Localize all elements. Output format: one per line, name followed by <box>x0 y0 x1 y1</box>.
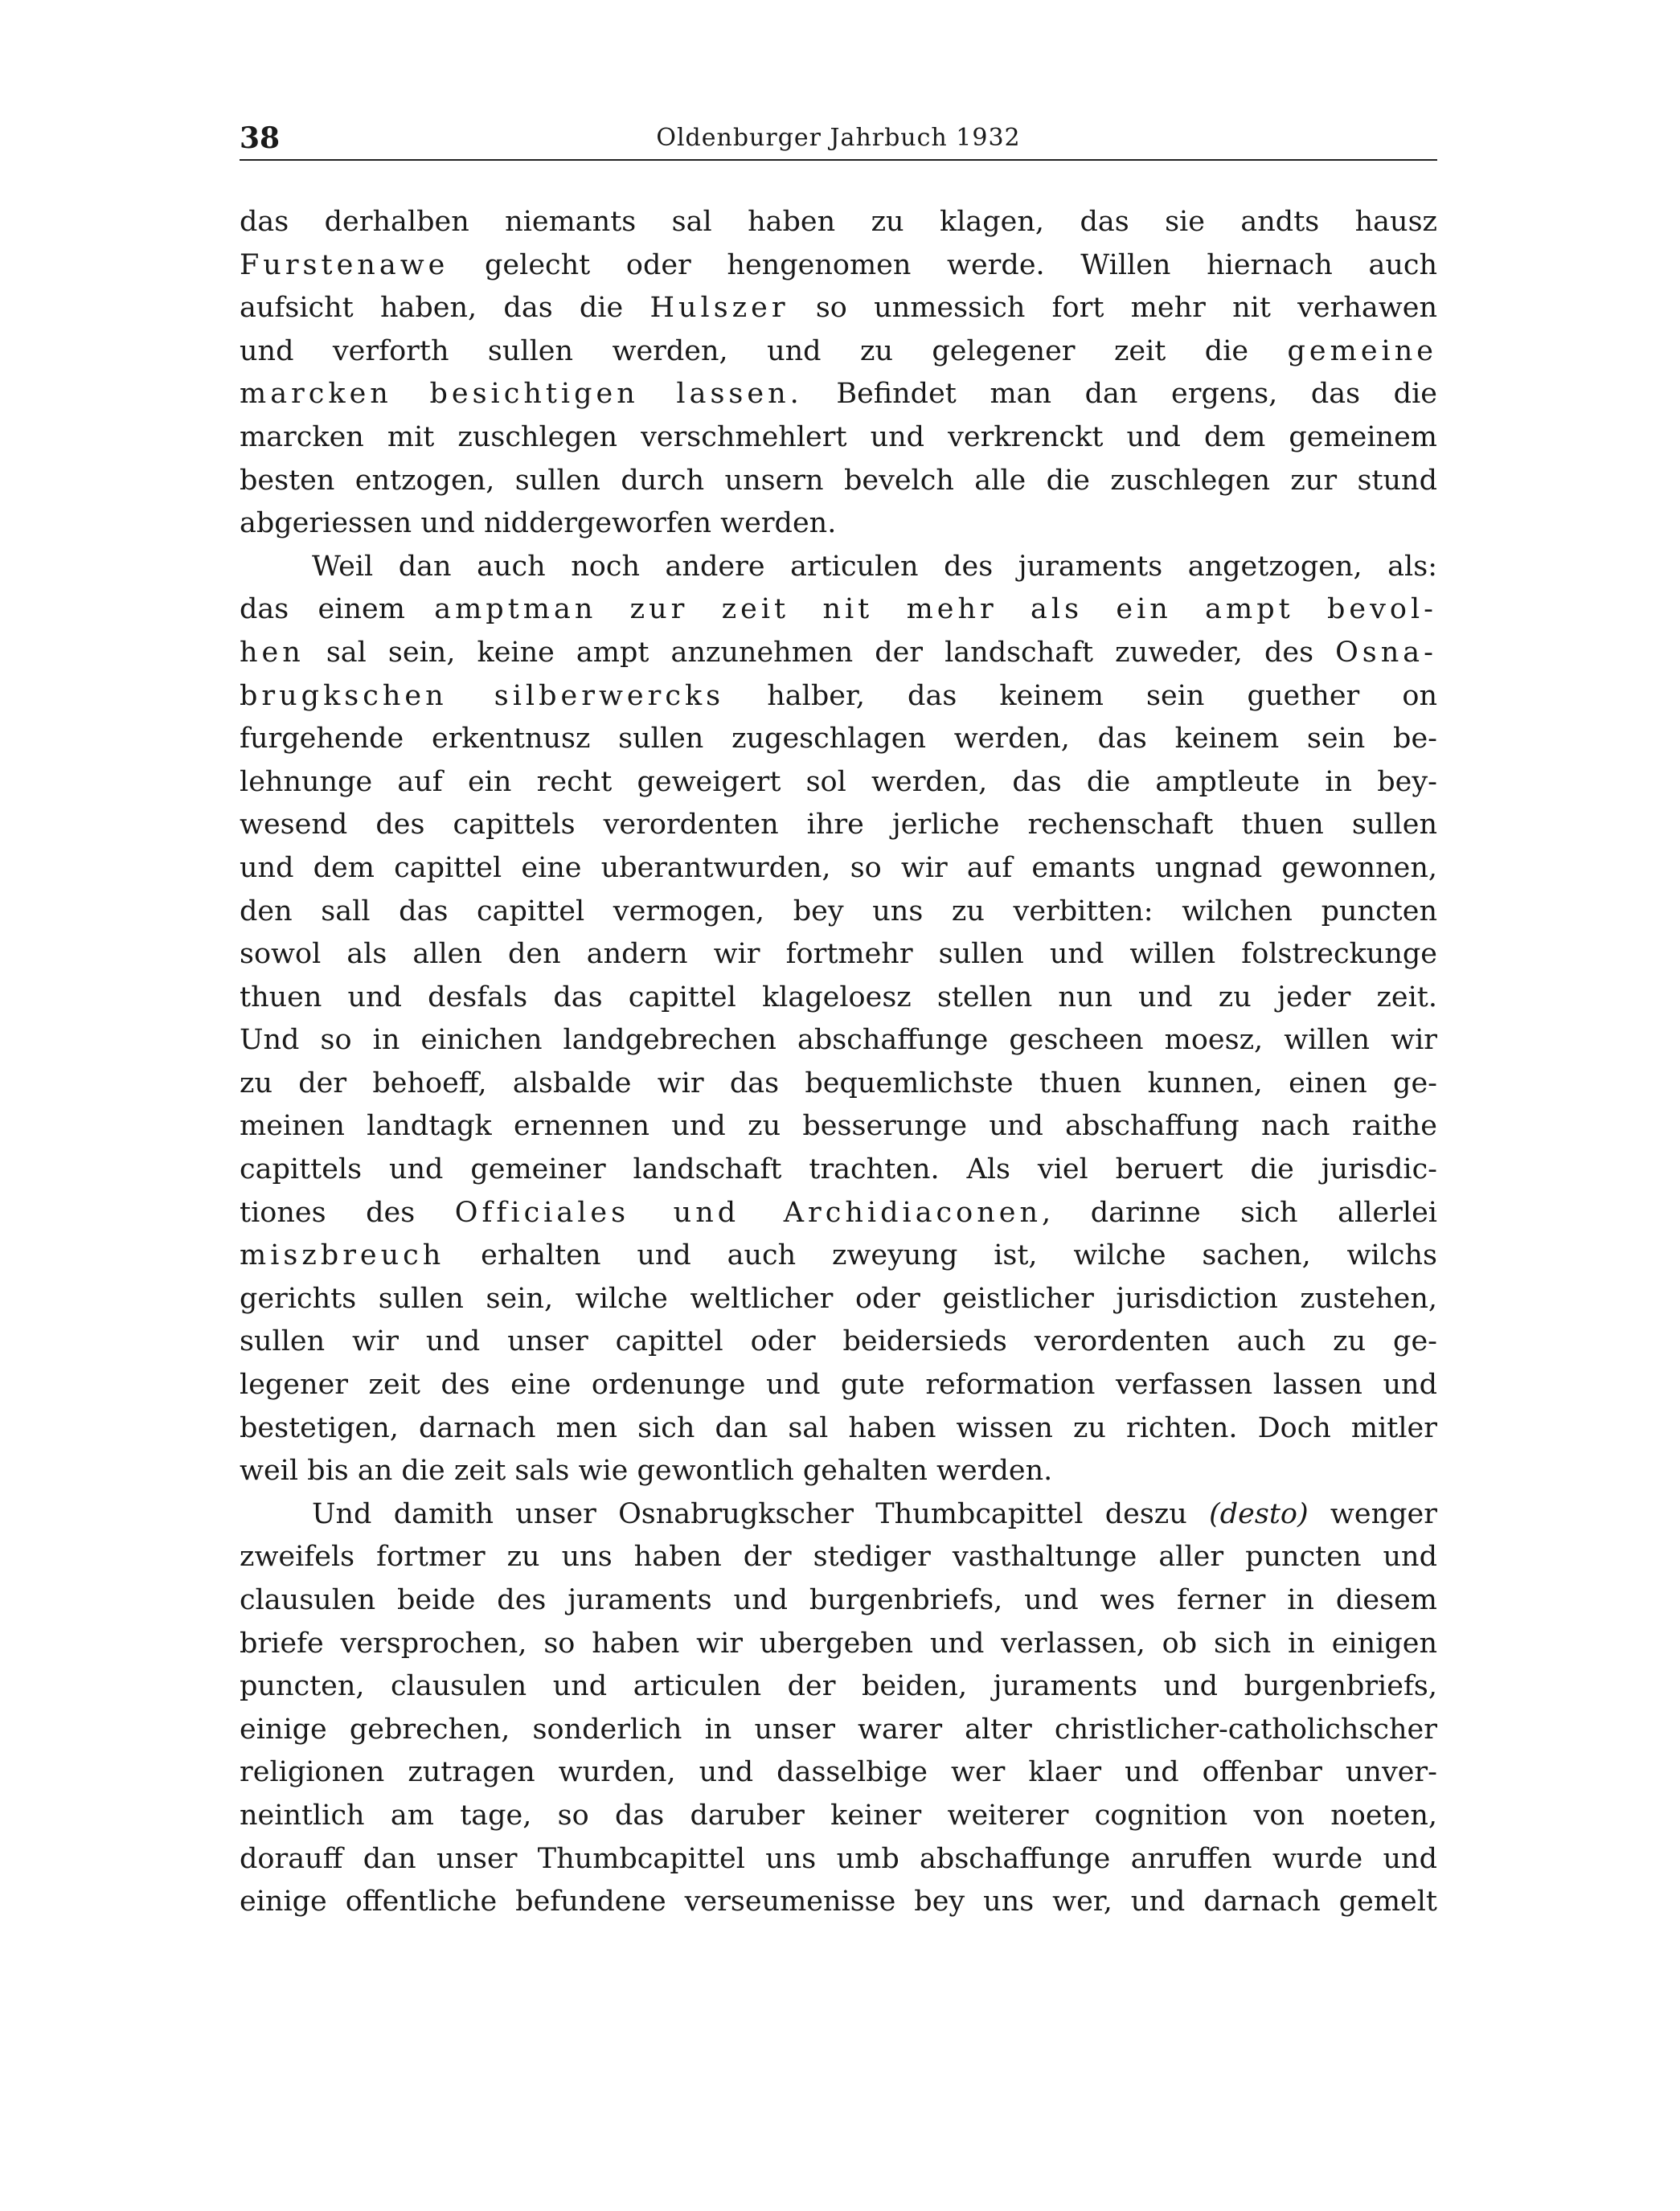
text-line: zu der behoeff, alsbalde wir das bequemlichste thuen kunnen, einen ge- <box>240 1067 1437 1099</box>
text-line: hen sal sein, keine ampt anzunehmen der landschaft zuweder, des Osna- <box>240 636 1437 669</box>
text-line: bestetigen, darnach men sich dan sal haben wissen zu richten. Doch mitler <box>240 1411 1437 1444</box>
text-line: lehnunge auf ein recht geweigert sol werden, das die amptleute in bey- <box>240 765 1437 798</box>
text-line: tiones des Officiales und Archidiaconen, darinne sich allerlei <box>240 1196 1437 1229</box>
text-line: das einem amptman zur zeit nit mehr als ein ampt bevol- <box>240 593 1437 626</box>
text-line: dorauff dan unser Thumbcapittel uns umb abschaffunge anruffen wurde und <box>240 1842 1437 1875</box>
text-line: gerichts sullen sein, wilche weltlicher oder geistlicher jurisdiction zustehen, <box>240 1282 1437 1315</box>
body-text <box>240 201 1437 1924</box>
text-line: sullen wir und unser capittel oder beidersieds verordenten auch zu ge- <box>240 1325 1437 1358</box>
page-number: 38 <box>240 121 281 155</box>
page-header <box>240 122 1437 161</box>
text-line: capittels und gemeiner landschaft trachten. Als viel beruert die jurisdic- <box>240 1153 1437 1186</box>
text-line: brugkschen silberwercks halber, das keinem sein guether on <box>240 679 1437 712</box>
text-line: religionen zutragen wurden, und dasselbige wer klaer und offenbar unver- <box>240 1756 1437 1789</box>
text-line: furgehende erkentnusz sullen zugeschlagen werden, das keinem sein be- <box>240 723 1437 755</box>
text-line: meinen landtagk ernennen und zu besserunge und abschaffung nach raithe <box>240 1110 1437 1143</box>
paragraph-start-line: Und damith unser Osnabrugkscher Thumbcapittel deszu (desto) wenger <box>312 1497 1437 1530</box>
text-line: weil bis an die zeit sals wie gewontlich gehalten werden. <box>240 1455 1053 1488</box>
text-line: einige gebrechen, sonderlich in unser warer alter christlicher-catholichscher <box>240 1713 1437 1746</box>
paragraph-start-line: Weil dan auch noch andere articulen des juraments angetzogen, als: <box>312 550 1437 583</box>
text-line: zweifels fortmer zu uns haben der stediger vasthaltunge aller puncten und <box>240 1541 1437 1574</box>
text-line: thuen und desfals das capittel klageloesz stellen nun und zu jeder zeit. <box>240 981 1437 1013</box>
text-line: und dem capittel eine uberantwurden, so wir auf emants ungnad gewonnen, <box>240 851 1437 884</box>
text-line: einige offentliche befundene verseumenisse bey uns wer, und darnach gemelt <box>240 1885 1437 1918</box>
text-line: legener zeit des eine ordenunge und gute reformation verfassen lassen und <box>240 1369 1437 1402</box>
text-line: aufsicht haben, das die Hulszer so unmessich fort mehr nit verhawen <box>240 292 1437 325</box>
text-line: miszbreuch erhalten und auch zweyung ist, wilche sachen, wilchs <box>240 1239 1437 1272</box>
text-line: besten entzogen, sullen durch unsern bevelch alle die zuschlegen zur stund <box>240 464 1437 497</box>
running-title: Oldenburger Jahrbuch 1932 <box>656 124 1021 152</box>
text-line: sowol als allen den andern wir fortmehr sullen und willen folstreckunge <box>240 938 1437 971</box>
text-line: wesend des capittels verordenten ihre jerliche rechenschaft thuen sullen <box>240 809 1437 841</box>
text-line: puncten, clausulen und articulen der beiden, juraments und burgenbriefs, <box>240 1670 1437 1703</box>
text-line: briefe versprochen, so haben wir ubergeben und verlassen, ob sich in einigen <box>240 1627 1437 1660</box>
text-line: das derhalben niemants sal haben zu klagen, das sie andts hausz <box>240 206 1437 238</box>
text-line: clausulen beide des juraments und burgenbriefs, und wes ferner in diesem <box>240 1584 1437 1616</box>
text-line: und verforth sullen werden, und zu gelegener zeit die gemeine <box>240 334 1437 367</box>
text-line: neintlich am tage, so das daruber keiner weiterer cognition von noeten, <box>240 1799 1437 1832</box>
text-line: marcken besichtigen lassen. Befindet man dan ergens, das die <box>240 378 1437 411</box>
text-line: Und so in einichen landgebrechen abschaffunge gescheen moesz, willen wir <box>240 1024 1437 1057</box>
text-line: Furstenawe gelecht oder hengenomen werde. Willen hiernach auch <box>240 248 1437 281</box>
text-line: marcken mit zuschlegen verschmehlert und verkrenckt und dem gemeinem <box>240 420 1437 453</box>
text-line: den sall das capittel vermogen, bey uns zu verbitten: wilchen puncten <box>240 895 1437 927</box>
text-line: abgeriessen und niddergeworfen werden. <box>240 507 837 540</box>
